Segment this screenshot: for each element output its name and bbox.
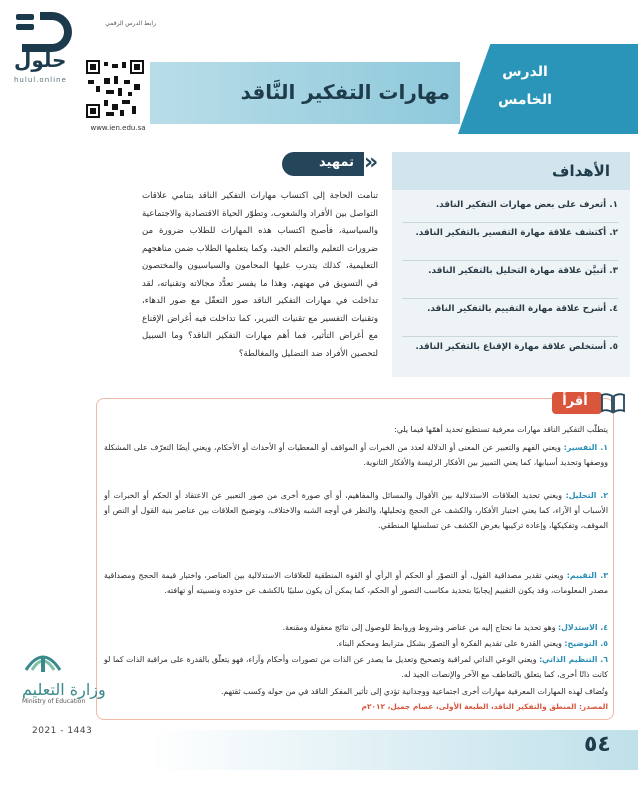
read-tag-label: أقرأ: [562, 394, 588, 409]
read-item-text: ويعني القدرة على تقديم الفكرة أو التصوّر بشكل مترابط ومحكم البناء.: [336, 639, 562, 648]
read-item: [104, 568, 608, 598]
goal-item: [402, 302, 618, 317]
goal-item: [402, 264, 618, 279]
read-item-text: ويعني الوعي الذاتي لمراقبة وتصحيح وتعديل ما يصدر عن الذات من تصورات وأحكام وآراء، فهو يتعلّق بالقدرة على مراقبة الذات كما لو كانت ذاتًا أخرى، كما يتعلق بالتعاطف مع الآخر والإنصات الجيد له.: [104, 655, 608, 680]
goal-text: أستخلص علاقة مهارة الإقناع بالتفكير الناقد.: [415, 342, 607, 352]
goal-number: ٢.: [609, 228, 618, 238]
read-source: المصدر: المنطق والتفكير الناقد، الطبعة الأولى، عصام جميل، ٢٠١٢م: [361, 702, 608, 711]
read-item-text: وهو تحديد ما نحتاج إليه من عناصر وشروط وروابط للوصول إلى نتائج معقولة ومقنعة.: [282, 623, 556, 632]
goal-text: أشرح علاقة مهارة التقييم بالتفكير الناقد.: [427, 304, 607, 314]
read-item: [104, 620, 608, 635]
intro-tag-label: تمهيد: [319, 155, 354, 170]
read-item: [104, 636, 608, 651]
goal-text: أكتشف علاقة مهارة التفسير بالتفكير الناقد.: [415, 228, 607, 238]
ministry-logo-icon: [22, 640, 64, 676]
intro-paragraph: تنامت الحاجة إلى اكتساب مهارات التفكير الناقد بتنامي علاقات التواصل بين الأفراد والشعوب، وتطوّر الحياة الاقتصادية والاجتماعية والسياسية، فأصبح اكتساب هذه المهارات للطلاب ضرورة من ضرورات التعليم والتعلم الجيد، وكما يتعلمها الطلاب ضمن مناهجهم التعليمية، كذلك يتدرب عليها المحامون والسياسيون والمختصون في التسويق في مهنهم، وهذا ما يفسر تعدُّد مجالاته وتقنياته، لقد تداخلت في مهارات التفكير الناقد صور التعقّل مع صور الدهاء، وتقنيات التفسير مع تقنيات التبرير، كما تداخلت فيه أغراض الإقناع مع أغراض التأثير، فما أهم مهارات التفكير الناقد؟ وما السبيل لتحصين الأفراد ضد التضليل والمغالطة؟: [142, 191, 378, 359]
goal-number: ٤.: [609, 304, 618, 314]
goal-text: أتبيَّن علاقة مهارة التحليل بالتفكير الناقد.: [428, 266, 607, 276]
lesson-title: مهارات التفكير النَّاقد: [240, 80, 450, 104]
read-item: [104, 488, 608, 534]
book-icon: [600, 392, 626, 414]
chevron-double-icon: »: [364, 150, 379, 175]
qr-code[interactable]: [86, 60, 144, 118]
ministry-name: وزارة التعليم: [22, 680, 106, 699]
lesson-badge-line1: الدرس: [502, 64, 548, 80]
goal-item: [402, 340, 618, 355]
lesson-badge-line2: الخامس: [498, 92, 552, 108]
page-number-band: [150, 730, 638, 770]
lesson-badge: [458, 44, 638, 134]
logo-subtext: hulul.online: [14, 76, 67, 84]
read-item-term: ٥. التوضيح:: [564, 639, 608, 648]
read-item-term: ٤. الاستدلال:: [558, 623, 608, 632]
edition-year: 2021 - 1443: [32, 726, 93, 736]
read-intro: يتطلّب التفكير الناقد مهارات معرفية تستطيع تحديد أهمّها فيما يلي:: [394, 425, 608, 434]
goal-text: أتعرف على بعض مهارات التفكير الناقد.: [435, 200, 607, 210]
read-item-term: ٦. التنظيم الذاتي:: [539, 655, 608, 664]
goal-divider: [402, 260, 618, 261]
read-item: [104, 440, 608, 470]
goal-divider: [402, 222, 618, 223]
read-item-text: ويعني تقدير مصداقية القول، أو التصوّر أو الحكم أو الرأي أو القوة المنطقية للعلاقات الاستدلالية بين العناصر، واختبار قيمة الحجج ومصداقية مصدر المعلومات، وقد يكون التقييم إيجابيًا بتحديد مكاسب التصور أو الحكم، كما يمكن أن يكون سلبيًا بالكشف عن حدوده ونسبيته أو تهافته.: [104, 571, 608, 596]
read-item-term: ٢. التحليل:: [565, 491, 608, 500]
goals-title: الأهداف: [552, 162, 610, 180]
goal-item: [402, 226, 618, 241]
goal-divider: [402, 336, 618, 337]
read-item-text: ويعني تحديد العلاقات الاستدلالية بين الأقوال والمسائل والمفاهيم، أو أي صورة أخرى من صور التعبير عن الاعتقاد أو الحكم أو الخبرات أو الأسباب أو الآراء، كما يعني اختبار الأفكار، والكشف عن الحجج وتحليلها، والنظر في أوجه الشبه والاختلاف، وتوضيح العلاقات بين عناصر بنية القول أو النص أو الموقف، وتفكيكها، وإعادة تركيبها بغرض الكشف عن تسلسلها المنطقي.: [104, 491, 608, 531]
read-item: [104, 652, 608, 682]
read-item-term: ١. التفسير:: [563, 443, 609, 452]
read-item-text: ويعني الفهم والتعبير عن المعنى أو الدلالة لعدد من الخبرات أو المواقف أو المعطيات أو الأحداث أو الأحكام، ويعني أيضًا التعرّف على المشكلة ووصفها وتحديد أسبابها، كما يعني التمييز بين الأفكار الرئيسة والأفكار الثانوية.: [104, 443, 608, 468]
goal-divider: [402, 298, 618, 299]
hulul-logo: [10, 8, 80, 88]
qr-caption: رابط الدرس الرقمي: [105, 20, 156, 27]
logo-text: حلول: [14, 48, 67, 72]
read-closing: وتُضاف لهذه المهارات المعرفية مهارات أخرى اجتماعية ووجدانية تؤدي إلى تأثير المفكر الناقد في من حوله وكسب ثقتهم.: [220, 687, 608, 696]
page-number: ٥٤: [584, 732, 611, 757]
qr-url[interactable]: www.ien.edu.sa: [90, 124, 146, 132]
read-item-term: ٣. التقييم:: [566, 571, 609, 580]
goal-number: ١.: [609, 200, 618, 210]
goal-item: [402, 198, 618, 213]
goal-number: ٣.: [609, 266, 618, 276]
ministry-name-en: Ministry of Education: [22, 698, 86, 705]
goal-number: ٥.: [609, 342, 618, 352]
